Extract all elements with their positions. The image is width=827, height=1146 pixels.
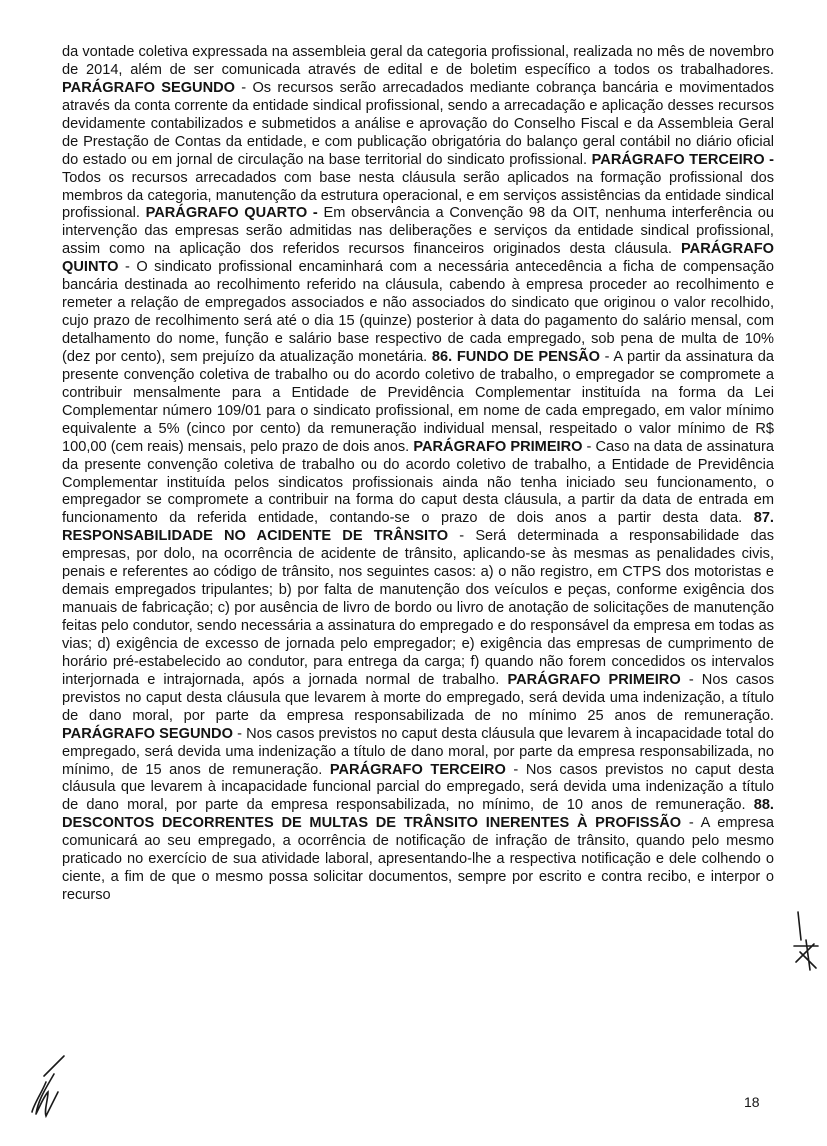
clause-heading: PARÁGRAFO QUARTO -: [145, 205, 318, 222]
text-run: - A partir da assinatura da presente convenção coletiva de trabalho ou do acordo coletivo de trabalho, o empregador se compromete a contribuir mensalmente para a Entidade de Previdência Complementar instituída na forma da Lei Complementar número 109/01 para o sindicato profissional, em nome de cada empregado, em valor mínimo equivalente a 5% (cinco por cento) da remuneração individual mensal, respeitado o valor mínimo de R$ 100,00 (cem reais) mensais, pelo prazo de dois anos.: [62, 348, 774, 455]
clause-heading: PARÁGRAFO PRIMEIRO: [413, 438, 583, 455]
text-run: - Nos casos previstos no caput desta cláusula que levarem à morte do empregado, será devida uma indenização, a título de dano moral, por parte da empresa responsabilizada de no mínimo 25 anos de remuneração.: [62, 671, 774, 724]
text-run: - A empresa comunicará ao seu empregado, a ocorrência de notificação de infração de trânsito, quando pelo mesmo praticado no exercício de sua atividade laboral, apresentando-lhe a respectiva notificação e dele colhendo o ciente, a fim de que o mesmo possa solicitar documentos, sempre por escrito e contra recibo, e interpor o recurso: [62, 815, 774, 904]
text-run: Todos os recursos arrecadados com base nesta cláusula serão aplicados na formação profissional dos membros da categoria, manutenção da estrutura operacional, e em serviços assistências da entidade sindical profissional.: [62, 169, 774, 222]
clause-heading: 87. RESPONSABILIDADE NO ACIDENTE DE TRÂNSITO: [62, 510, 774, 545]
text-run: - O sindicato profissional encaminhará com a necessária antecedência a ficha de compensação bancária destinada ao recolhimento referido na cláusula, cabendo à empresa proceder ao recolhimento e remeter a relação de empregados associados e não associados do sindicato que originou o valor recolhido, cujo prazo de recolhimento será até o dia 15 (quinze) posterior à data do pagamento do salário mensal, com detalhamento do nome, função e salário base respectivo de cada empregado, sob pena de multa de 10% (dez por cento), sem prejuízo da atualização monetária.: [62, 259, 774, 365]
clause-heading: PARÁGRAFO TERCEIRO -: [591, 151, 774, 168]
clause-heading: PARÁGRAFO SEGUNDO: [62, 79, 236, 96]
text-run: - Nos casos previstos no caput desta cláusula que levarem à incapacidade funcional parcial do empregado, será devida uma indenização a título de dano moral, por parte da empresa responsabilizada, no mínimo, de 10 anos de remuneração.: [62, 761, 774, 814]
text-run: - Será determinada a responsabilidade das empresas, por dolo, na ocorrência de acidente de trânsito, aplicando-se às mesmas as penalidades civis, penais e referentes ao código de trânsito, nos seguintes casos: a) o não registro, em CTPS dos motoristas e demais empregados tripulantes; b) por falta de manutenção dos veículos e peças, conforme exigência dos manuais de fabricação; c) por ausência de livro de bordo ou livro de anotação de solicitações de manutenção feitas pelo condutor, sendo necessária a assinatura do empregado e do responsável da empresa em todas as vias; d) exigência de excesso de jornada pelo empregador; e) exigência das empresas de cumprimento de horário pré-estabelecido ao condutor, para entrega da carga; f) quando não forem concedidos os intervalos interjornada e intrajornada, após a jornada normal de trabalho.: [62, 528, 774, 688]
clause-heading: 88. DESCONTOS DECORRENTES DE MULTAS DE TRÂNSITO INERENTES À PROFISSÃO: [62, 797, 774, 832]
text-run: - Caso na data de assinatura da presente convenção coletiva de trabalho ou do acordo coletivo de trabalho, a Entidade de Previdência Complementar instituída pelos sindicatos profissionais ainda não tenha iniciado seu funcionamento, o empregador se compromete a contribuir na forma do caput desta cláusula, a partir da data de entrada em funcionamento da referida entidade, contando-se o prazo de dois anos a partir desta data.: [62, 438, 774, 527]
clause-heading: PARÁGRAFO TERCEIRO: [329, 761, 506, 778]
clause-heading: PARÁGRAFO QUINTO: [62, 241, 774, 276]
body-paragraph: [62, 44, 774, 905]
clause-heading: PARÁGRAFO PRIMEIRO: [507, 671, 681, 688]
text-run: - Os recursos serão arrecadados mediante cobrança bancária e movimentados através da conta corrente da entidade sindical profissional, sendo a arrecadação e aplicação desses recursos devidamente contabilizados e submetidos a análise e aprovação do Conselho Fiscal e da Assembleia Geral de Prestação de Contas da entidade, e com publicação obrigatória do balanço geral contábil no diário oficial do estado ou em jornal de circulação na base territorial do sindicato profissional.: [62, 79, 774, 168]
signature-initials-left: [30, 1052, 70, 1120]
clause-heading: PARÁGRAFO SEGUNDO: [62, 725, 233, 742]
text-run: Em observância a Convenção 98 da OIT, nenhuma interferência ou intervenção das empresas serão admitidas nas deliberações e serviços da entidade sindical profissional, assim como na aplicação dos referidos recursos financeiros originados desta cláusula.: [62, 205, 774, 258]
body-text: [62, 44, 774, 905]
text-run: - Nos casos previstos no caput desta cláusula que levarem à incapacidade total do empregado, será devida uma indenização a título de dano moral, por parte da empresa responsabilizada, no mínimo, de 15 anos de remuneração.: [62, 725, 774, 778]
signature-initials-right: [792, 910, 822, 972]
text-run: da vontade coletiva expressada na assembleia geral da categoria profissional, realizada no mês de novembro de 2014, além de ser comunicada através de edital e de boletim específico a todos os trabalhadores.: [62, 44, 774, 78]
page-number: 18: [744, 1094, 760, 1110]
clause-heading: 86. FUNDO DE PENSÃO: [431, 348, 600, 365]
